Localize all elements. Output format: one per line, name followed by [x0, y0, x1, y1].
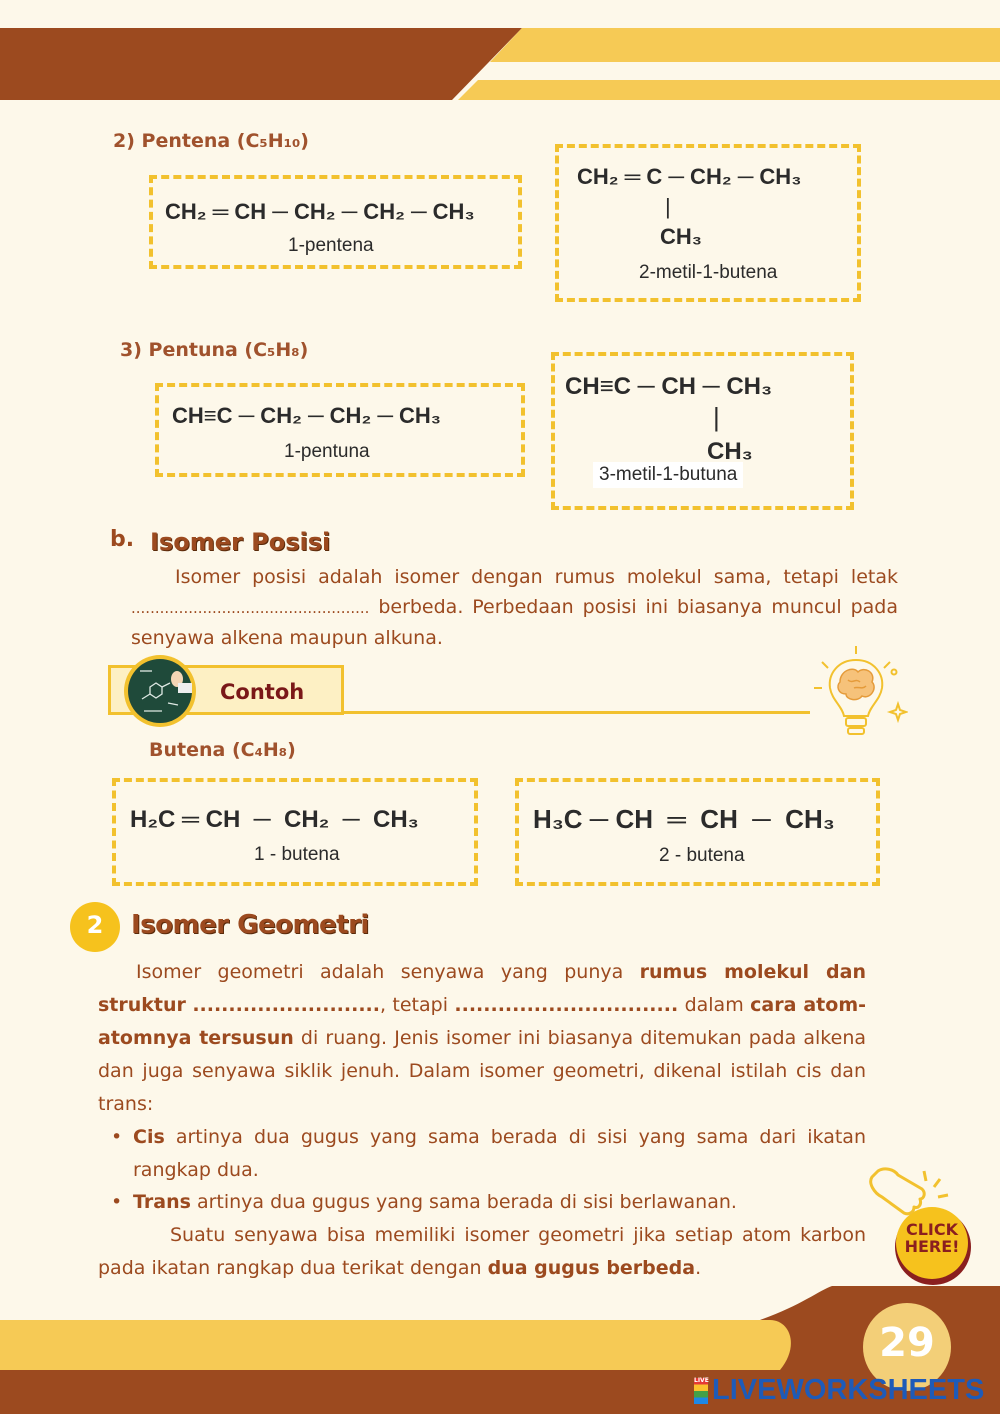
bullet-dot: •: [111, 1191, 123, 1213]
bullet-trans: [111, 1186, 866, 1219]
isomer-geometri-paragraph: [98, 956, 866, 1121]
name-1-pentuna: 1-pentuna: [284, 441, 370, 462]
name-3-metil-1-butuna: 3-metil-1-butuna: [593, 462, 743, 488]
formula-1-butena: H₂C ═ CH ─ CH₂ ─ CH₃: [130, 806, 419, 833]
geometri-text-a: Isomer geometri adalah senyawa yang punya: [136, 961, 640, 983]
formula-1-pentuna: CH≡C ─ CH₂ ─ CH₂ ─ CH₃: [172, 403, 441, 428]
bullet-cis: [111, 1121, 866, 1187]
brain-lightbulb-icon: [808, 642, 908, 754]
page-number: 29: [879, 1320, 935, 1366]
bullet-cis-term: Cis: [133, 1126, 165, 1148]
bullet-trans-text: artinya dua gugus yang sama berada di sisi berlawanan.: [190, 1191, 737, 1213]
blank-berbeda[interactable]: ...............................: [454, 994, 679, 1016]
geometri-bold-cara: cara atom-atomnya tersusun: [98, 994, 866, 1049]
branch-ch3: CH₃: [660, 224, 702, 249]
formula-3-metil-1-butuna: CH≡C ─ CH ─ CH₃: [565, 373, 773, 400]
formula-1-pentena: CH₂ ═ CH ─ CH₂ ─ CH₂ ─ CH₃: [165, 199, 475, 224]
click-here-button[interactable]: [864, 1165, 974, 1285]
name-1-pentena: 1-pentena: [288, 235, 374, 256]
branch-ch3: CH₃: [707, 438, 753, 460]
geometri-p2-text-a: Suatu senyawa bisa memiliki isomer geometri jika setiap atom karbon pada ikatan rangkap dua terikat dengan: [98, 1224, 866, 1279]
brand-name: LIVEWORKSHEETS: [712, 1374, 985, 1406]
blank-letak[interactable]: ..................................................: [131, 599, 370, 617]
isomer-posisi-title: Isomer Posisi: [150, 528, 331, 556]
isomer-posisi-text-2: berbeda. Perbedaan posisi ini biasanya muncul pada senyawa alkena maupun alkuna.: [131, 596, 899, 649]
name-2-metil-1-butena: 2-metil-1-butena: [639, 262, 778, 283]
header-banner: [0, 0, 1000, 110]
brand-mark-icon: LIVE: [694, 1378, 708, 1404]
contoh-label: Contoh: [220, 680, 305, 704]
isomer-posisi-paragraph: [131, 562, 898, 653]
geometri-bold-rumus: rumus molekul dan struktur: [98, 961, 866, 1016]
butena-heading: Butena (C₄H₈): [149, 739, 296, 761]
geometri-p2-bold: dua gugus berbeda: [487, 1257, 696, 1279]
formula-2-butena: H₃C ─ CH ═ CH ─ CH₃: [533, 804, 835, 834]
section-number: 2: [86, 911, 104, 939]
section-letter-b: b.: [110, 527, 135, 552]
geometri-p2-text-c: .: [695, 1257, 702, 1279]
geometri-text-c: , tetapi: [379, 994, 455, 1016]
geometri-text-d: dalam: [678, 994, 751, 1016]
isomer-posisi-text-1: Isomer posisi adalah isomer dengan rumus molekul sama, tetapi letak: [175, 566, 898, 588]
isomer-geometri-title: Isomer Geometri: [131, 910, 369, 940]
pentena-box-1: [149, 175, 522, 269]
branch-bond: |: [665, 194, 671, 219]
chalkboard-icon: [122, 653, 198, 729]
pentuna-box-1: [155, 383, 525, 477]
pentena-box-2: [555, 144, 861, 302]
bullet-dot: •: [111, 1126, 123, 1148]
branch-bond: |: [713, 402, 720, 432]
formula-2-metil-1-butena: CH₂ ═ C ─ CH₂ ─ CH₃: [577, 164, 802, 189]
pentuna-box-2: [551, 352, 854, 510]
bullet-trans-term: Trans: [133, 1191, 191, 1213]
pentuna-heading: 3) Pentuna (C₅H₈): [120, 339, 309, 361]
name-1-butena: 1 - butena: [254, 844, 340, 865]
bullet-cis-text: artinya dua gugus yang sama berada di sisi yang sama dari ikatan rangkap dua.: [133, 1126, 866, 1181]
pentena-heading: 2) Pentena (C₅H₁₀): [113, 130, 309, 152]
contoh-line: [340, 711, 810, 714]
geometri-text-f: di ruang. Jenis isomer ini biasanya ditemukan pada alkena dan juga senyawa siklik jenuh. Dalam isomer geometri, dikenal istilah cis dan trans:: [98, 1027, 867, 1115]
click-here-label: CLICK HERE!: [904, 1220, 960, 1256]
butena-box-1: [112, 778, 478, 886]
butena-box-2: [515, 778, 880, 886]
isomer-geometri-paragraph-2: [98, 1219, 866, 1285]
blank-struktur[interactable]: ..........................: [192, 994, 380, 1016]
name-2-butena: 2 - butena: [659, 845, 745, 866]
